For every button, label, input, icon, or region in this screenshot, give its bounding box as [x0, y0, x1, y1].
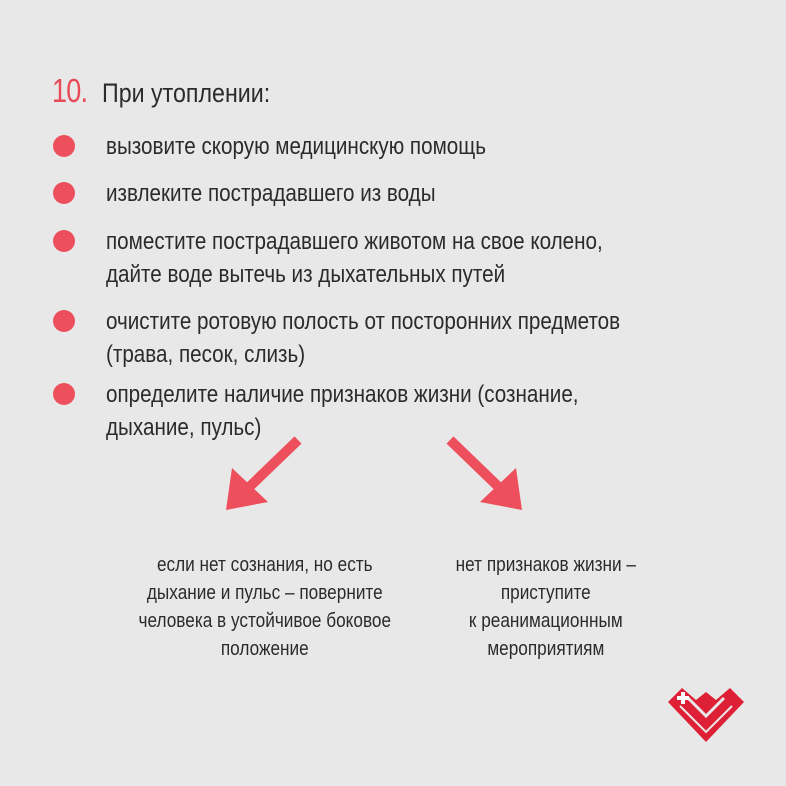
bullet-dot-icon: [53, 383, 75, 405]
bullet-text: очистите ротовую полость от посторонних предметов (трава, песок, слизь): [106, 308, 621, 368]
arrow-down-left-icon: [218, 432, 308, 516]
outcome-no-signs: [410, 523, 660, 691]
bullet-text: определите наличие признаков жизни (сознание, дыхание, пульс): [106, 381, 579, 441]
bullet-dot-icon: [53, 135, 75, 157]
bullet-text: поместите пострадавшего животом на свое колено, дайте воде вытечь из дыхательных путей: [106, 228, 603, 288]
outcome-no-signs-text: нет признаков жизни – приступите к реанимационным мероприятиям: [455, 554, 637, 660]
bullet-text: извлеките пострадавшего из воды: [106, 180, 436, 207]
bullet-text: вызовите скорую медицинскую помощь: [106, 133, 486, 160]
bullet-dot-icon: [53, 230, 75, 252]
heading: [52, 72, 298, 110]
heading-number: 10.: [52, 72, 88, 109]
outcome-unconscious: [96, 523, 392, 691]
bullet-dot-icon: [53, 310, 75, 332]
arrow-down-right-icon: [440, 432, 530, 516]
bullet-dot-icon: [53, 182, 75, 204]
outcome-unconscious-text: если нет сознания, но есть дыхание и пульс – поверните человека в устойчивое боковое положение: [138, 554, 392, 660]
heading-title: При утоплении:: [102, 78, 271, 108]
heart-cross-logo-icon: [668, 684, 744, 746]
